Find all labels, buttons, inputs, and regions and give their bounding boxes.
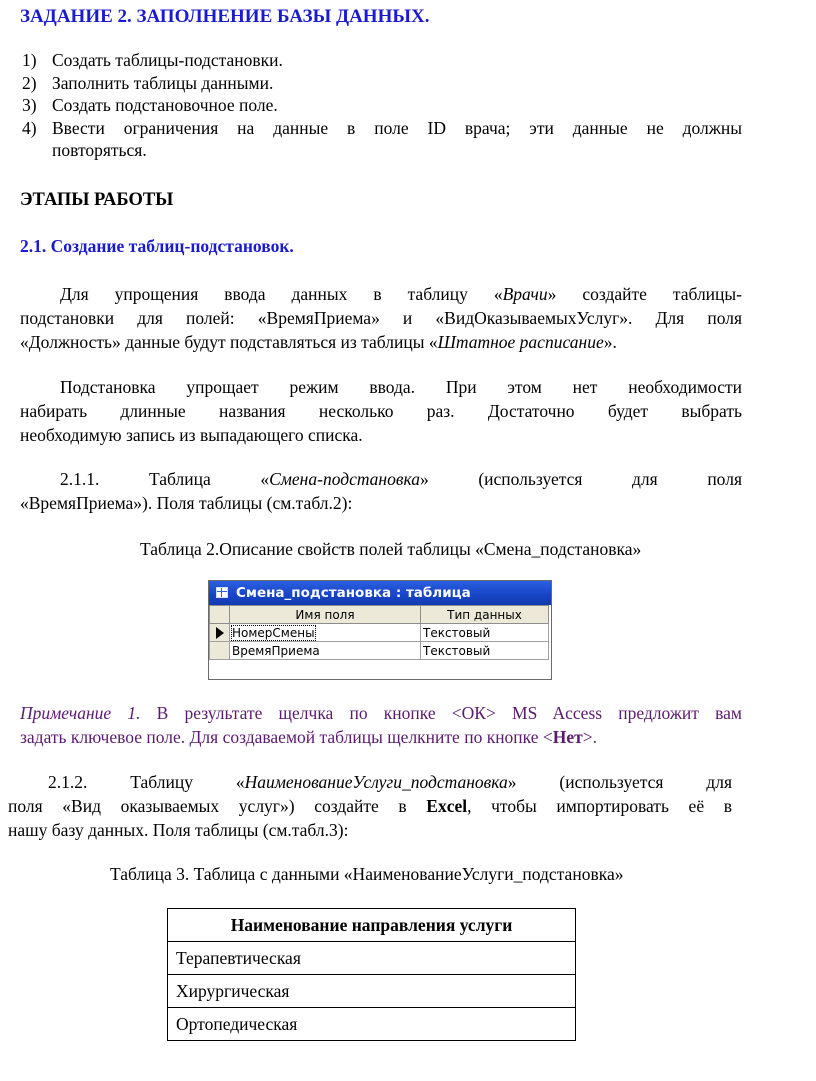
column-header-data-type: Тип данных (421, 606, 549, 624)
window-titlebar[interactable] (209, 581, 551, 605)
column-header-field-name: Имя поля (230, 606, 421, 624)
table-header: Наименование направления услуги (168, 909, 576, 942)
row-selector-header (210, 606, 230, 624)
note-1: Примечание 1. В результате щелчка по кнопке <ОК> MS Access предложит вам задать ключевое поле. Для создаваемой таблицы щелкните по кнопке <Нет>. (20, 703, 742, 747)
paragraph-1: Для упрощения ввода данных в таблицу «Врачи» создайте таблицы- подстановки для полей: «ВремяПриема» и «ВидОказываемыхУслуг». Для поля «Должность» данные будут подставляться из таблицы «Штатное расписание». (20, 284, 742, 352)
section-title: 2.1. Создание таблиц-подстановок. (20, 236, 294, 256)
design-grid[interactable] (209, 605, 549, 660)
data-type-cell[interactable]: Текстовый (421, 624, 549, 642)
current-row-arrow-icon (216, 627, 224, 639)
paragraph-4: 2.1.2. Таблицу «НаименованиеУслуги_подстановка» (используется для поля «Вид оказываемых услуг») создайте в Excel, чтобы импортировать её в нашу базу данных. Поля таблицы (см.табл.3): (8, 772, 732, 840)
table-row: Терапевтическая (168, 942, 576, 975)
list-item: 1) Создать таблицы-подстановки. (22, 50, 283, 70)
list-item: 2) Заполнить таблицы данными. (22, 72, 274, 93)
row-selector[interactable] (210, 624, 230, 642)
table-3-caption: Таблица 3. Таблица с данными «НаименованиеУслуги_подстановка» (110, 864, 624, 884)
paragraph-3: 2.1.1. Таблица «Смена-подстановка» (используется для поля «ВремяПриема»). Поля таблицы (см.табл.2): (20, 469, 742, 513)
data-type-cell[interactable]: Текстовый (421, 642, 549, 660)
task-list (0, 49, 742, 162)
task-title: ЗАДАНИЕ 2. ЗАПОЛНЕНИЕ БАЗЫ ДАННЫХ. (20, 6, 430, 27)
table-2-caption: Таблица 2.Описание свойств полей таблицы «Смена_подстановка» (140, 539, 642, 559)
list-item: 4) Ввести ограничения на данные в поле ID врача; эти данные не должны повторяться. (22, 117, 742, 160)
row-selector[interactable] (210, 642, 230, 660)
access-table-window[interactable] (208, 580, 552, 680)
services-table (167, 908, 576, 1041)
table-row: Ортопедическая (168, 1008, 576, 1041)
stages-title: ЭТАПЫ РАБОТЫ (20, 190, 174, 210)
field-name-cell[interactable]: ВремяПриема (230, 642, 421, 660)
table-row: Хирургическая (168, 975, 576, 1008)
list-item: 3) Создать подстановочное поле. (22, 95, 278, 115)
field-name-cell[interactable]: НомерСмены (230, 624, 421, 642)
table-icon (216, 587, 228, 598)
paragraph-2: Подстановка упрощает режим ввода. При этом нет необходимости набирать длинные названия несколько раз. Достаточно будет выбрать необходимую запись из выпадающего списка. (20, 377, 742, 445)
window-title: Смена_подстановка : таблица (236, 585, 471, 601)
